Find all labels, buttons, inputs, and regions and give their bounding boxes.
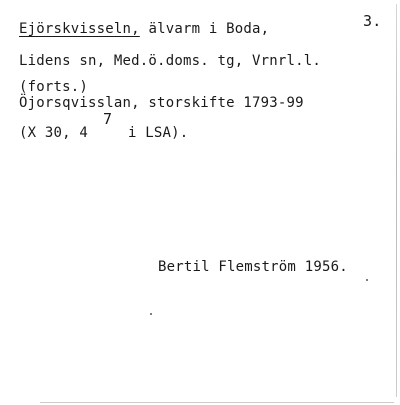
ink-speck — [150, 313, 152, 315]
ink-speck — [366, 279, 368, 281]
record-title-line: Öjorsqvisslan, storskifte 1793-99 — [19, 95, 304, 111]
card-number: 3. — [363, 12, 382, 30]
continued-note: (forts.) — [19, 79, 89, 95]
reference-end: i LSA). — [128, 125, 189, 141]
signature-line: Bertil Flemström 1956. — [158, 259, 348, 275]
card-bottom-edge — [40, 402, 394, 403]
card-right-edge — [396, 4, 397, 397]
reference-start: (X 30, 4 — [19, 125, 89, 141]
reference-superscript: 7 — [103, 110, 113, 128]
place-name: Ejörskvisseln, — [19, 21, 140, 37]
parish-line: Lidens sn, Med.ö.doms. tg, Vrnrl.l. — [19, 53, 322, 69]
heading-line — [19, 20, 269, 38]
heading-rest: älvarm i Boda, — [139, 21, 270, 37]
